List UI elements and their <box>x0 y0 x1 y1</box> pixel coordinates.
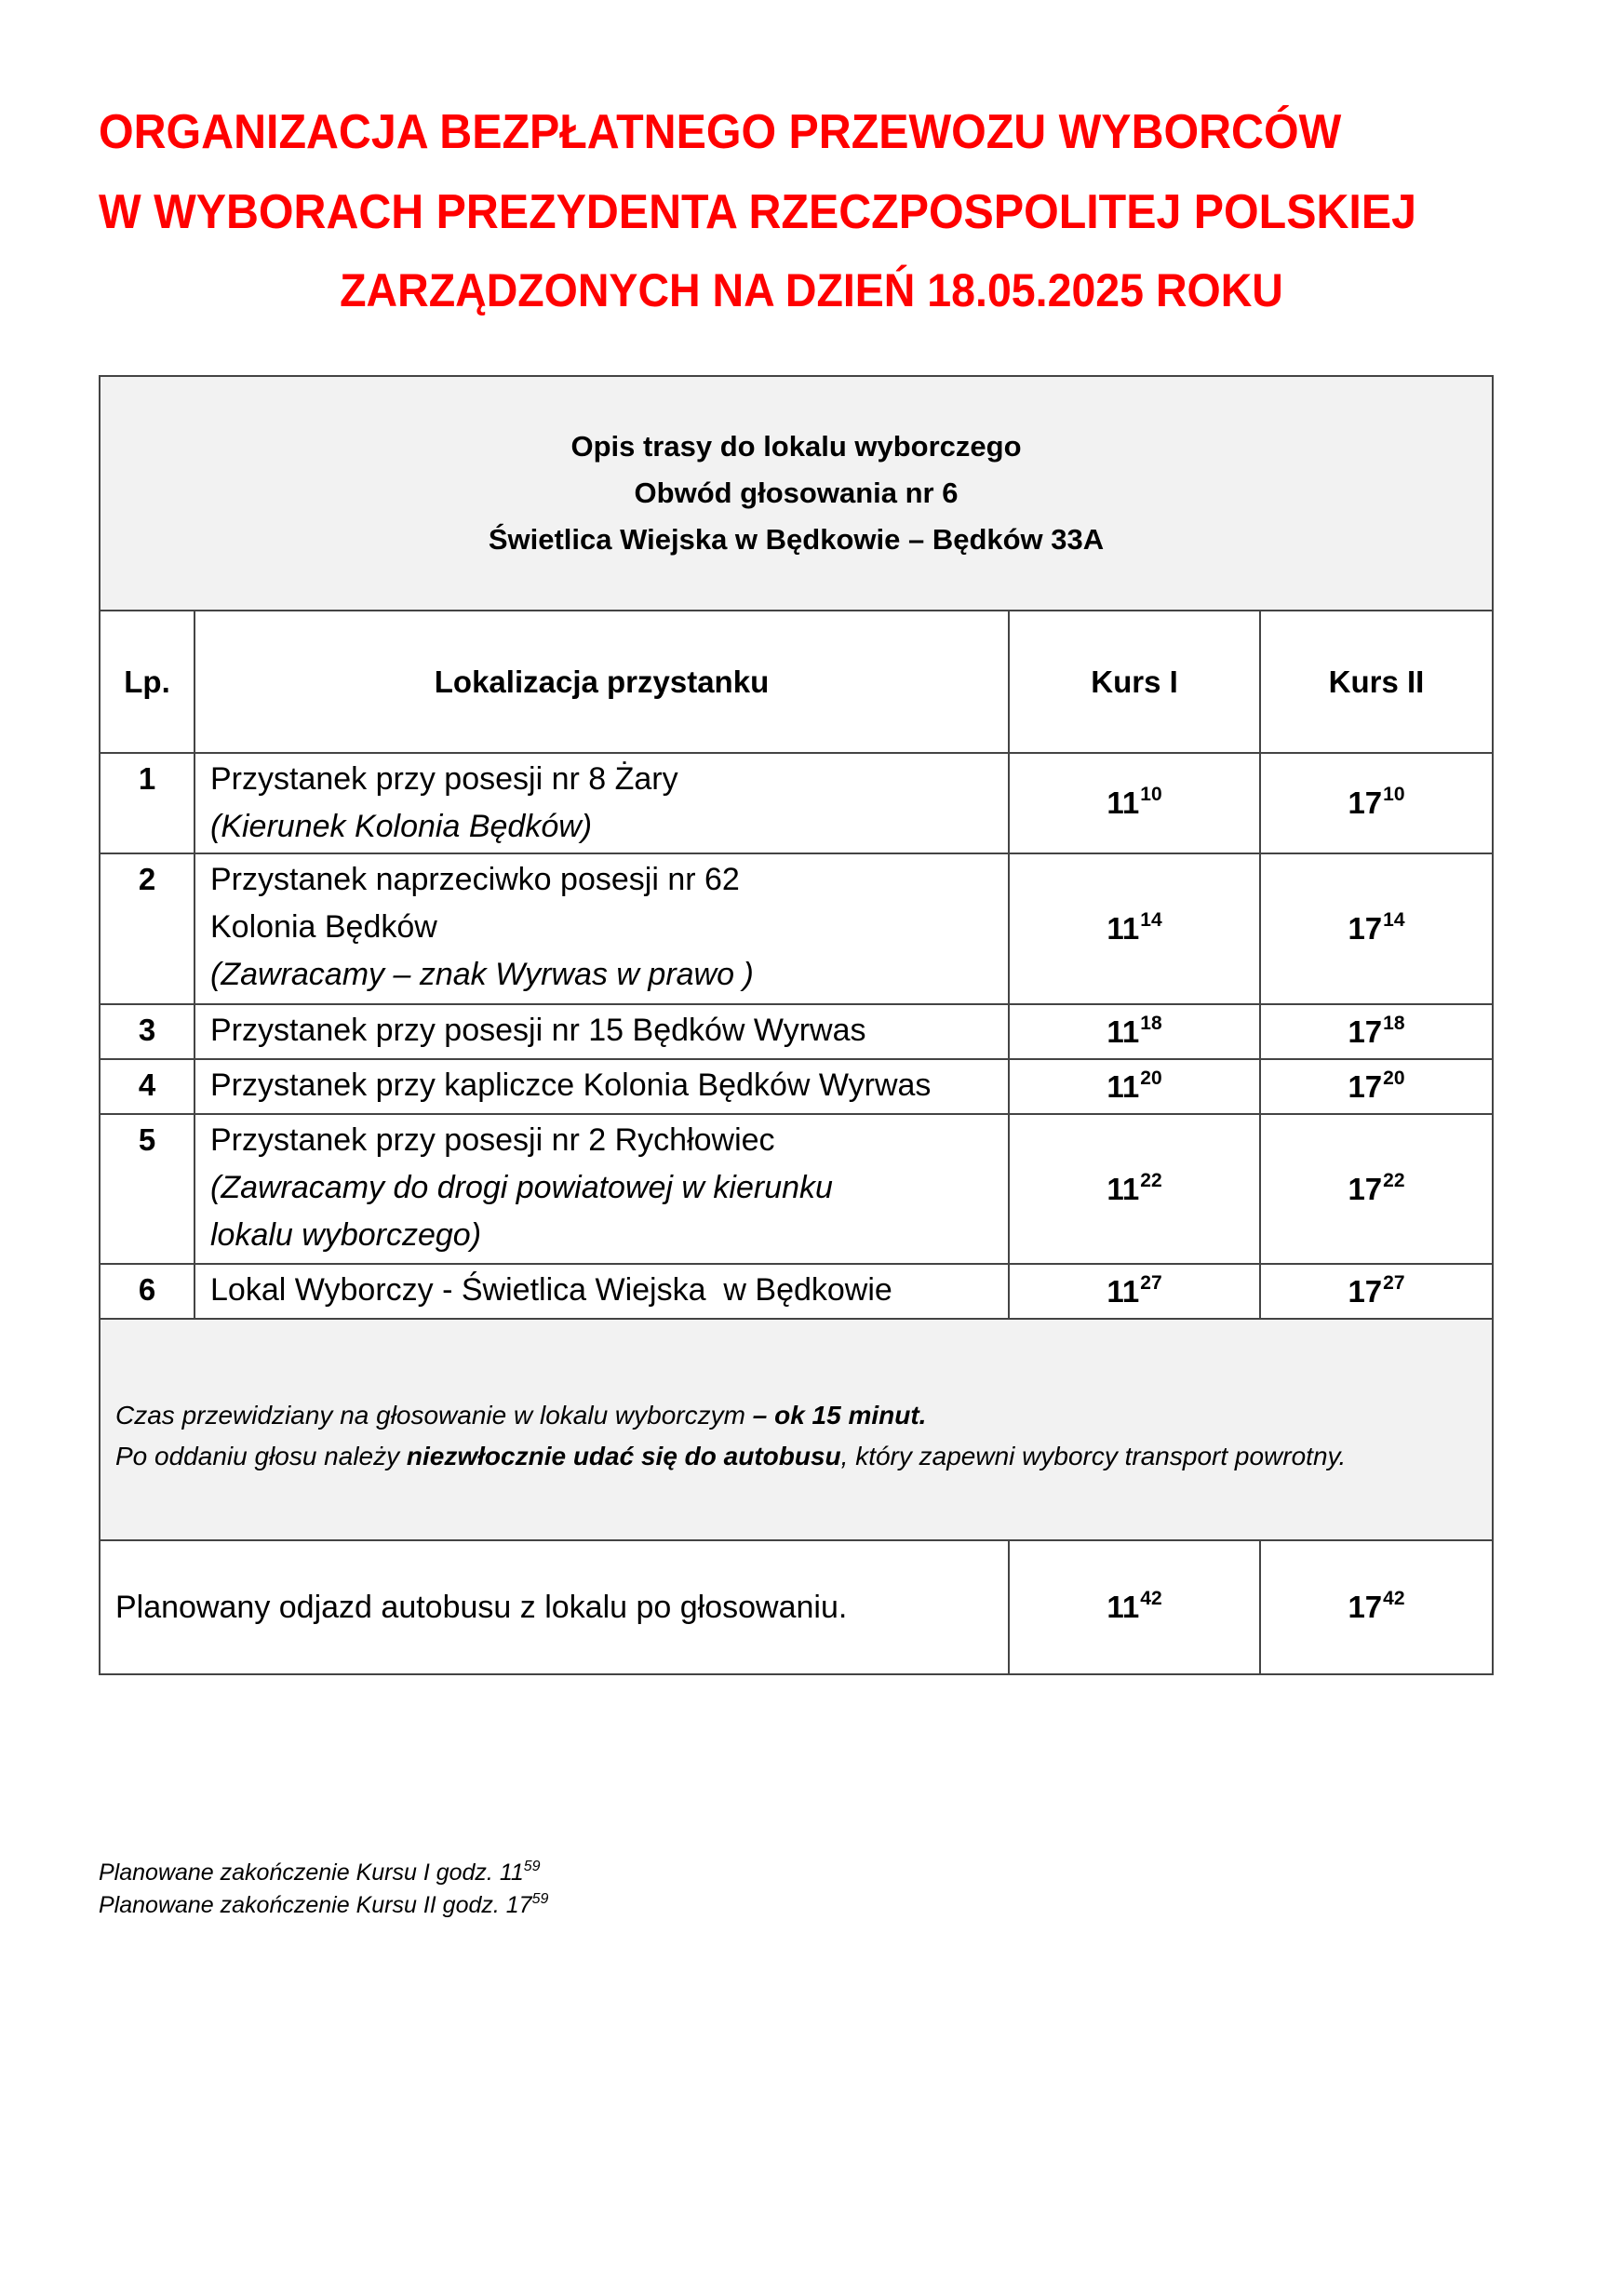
stop-name: Przystanek przy posesji nr 15 Będków Wyrwas <box>210 1013 866 1048</box>
kurs2-end-time-note: Planowane zakończenie Kursu II godz. $17^{59}$ <box>99 1891 549 1918</box>
table-row <box>100 753 1493 853</box>
table-row <box>100 1004 1493 1059</box>
stop-location <box>194 1059 1009 1114</box>
stop-number: 3 <box>100 1004 194 1059</box>
stop-number: 6 <box>100 1264 194 1319</box>
return-transport-note: Po oddaniu głosu należy niezwłocznie udać się do autobusu, który zapewni wyborcy transport powrotny. <box>115 1442 1347 1470</box>
kurs1-time: $11^{10}$ <box>1009 753 1260 853</box>
kurs1-end-time-note: Planowane zakończenie Kursu I godz. $11^{59}$ <box>99 1859 541 1886</box>
stop-number: 5 <box>100 1114 194 1264</box>
kurs2-time: $17^{20}$ <box>1260 1059 1493 1114</box>
table-row <box>100 1264 1493 1319</box>
voting-note-row <box>100 1319 1493 1540</box>
table-row <box>100 1114 1493 1264</box>
kurs2-time: $17^{18}$ <box>1260 1004 1493 1059</box>
voting-district: Obwód głosowania nr 6 <box>634 477 959 509</box>
stop-location <box>194 753 1009 853</box>
column-headers-row <box>100 611 1493 753</box>
kurs2-time: $17^{27}$ <box>1260 1264 1493 1319</box>
stop-location <box>194 1264 1009 1319</box>
stop-name: Przystanek naprzeciwko posesji nr 62 Kolonia Będków <box>210 862 740 945</box>
departure-kurs1-time: $11^{42}$ <box>1009 1540 1260 1674</box>
column-header-lp: Lp. <box>100 611 194 753</box>
departure-kurs2-time: $17^{42}$ <box>1260 1540 1493 1674</box>
column-header-kurs2: Kurs II <box>1260 611 1493 753</box>
stop-note: (Kierunek Kolonia Będków) <box>210 809 593 844</box>
table-row <box>100 1059 1493 1114</box>
column-header-kurs1: Kurs I <box>1009 611 1260 753</box>
stop-location <box>194 853 1009 1004</box>
kurs2-time: $17^{22}$ <box>1260 1114 1493 1264</box>
stop-name: Przystanek przy posesji nr 8 Żary <box>210 761 678 797</box>
kurs2-time: $17^{10}$ <box>1260 753 1493 853</box>
document-title-line-3 <box>0 263 1623 317</box>
stop-location <box>194 1004 1009 1059</box>
stop-name: Przystanek przy posesji nr 2 Rychłowiec <box>210 1122 775 1158</box>
stop-note: (Zawracamy do drogi powiatowej w kierunku lokalu wyborczego) <box>210 1170 833 1253</box>
table-row <box>100 853 1493 1004</box>
stop-name: Lokal Wyborczy - Świetlica Wiejska w Będkowie <box>210 1272 892 1308</box>
kurs1-time: $11^{20}$ <box>1009 1059 1260 1114</box>
kurs1-time: $11^{14}$ <box>1009 853 1260 1004</box>
departure-label: Planowany odjazd autobusu z lokalu po głosowaniu. <box>100 1540 1009 1674</box>
stop-name: Przystanek przy kapliczce Kolonia Będków Wyrwas <box>210 1067 932 1103</box>
departure-row <box>100 1540 1493 1674</box>
table-header-row <box>100 376 1493 611</box>
route-description-title: Opis trasy do lokalu wyborczego <box>570 430 1022 463</box>
route-schedule-table <box>99 375 1494 1675</box>
stop-location <box>194 1114 1009 1264</box>
election-date-text: ZARZĄDZONYCH NA DZIEŃ 18.05.2025 ROKU <box>340 264 1283 316</box>
voting-note <box>100 1319 1493 1540</box>
stop-number: 4 <box>100 1059 194 1114</box>
kurs1-time: $11^{18}$ <box>1009 1004 1260 1059</box>
column-header-location: Lokalizacja przystanku <box>194 611 1009 753</box>
voting-time-note: Czas przewidziany na głosowanie w lokalu wyborczym – ok 15 minut. <box>115 1401 927 1430</box>
document-title-line-1: ORGANIZACJA BEZPŁATNEGO PRZEWOZU WYBORCÓW <box>99 105 1342 159</box>
stop-number: 1 <box>100 753 194 853</box>
kurs1-time: $11^{22}$ <box>1009 1114 1260 1264</box>
stop-number: 2 <box>100 853 194 1004</box>
polling-station-address: Świetlica Wiejska w Będkowie – Będków 33A <box>488 523 1105 556</box>
stop-note: (Zawracamy – znak Wyrwas w prawo ) <box>210 957 754 992</box>
kurs1-time: $11^{27}$ <box>1009 1264 1260 1319</box>
route-description-header <box>100 376 1493 611</box>
document-title-line-2: W WYBORACH PREZYDENTA RZECZPOSPOLITEJ POLSKIEJ <box>99 185 1416 239</box>
kurs2-time: $17^{14}$ <box>1260 853 1493 1004</box>
